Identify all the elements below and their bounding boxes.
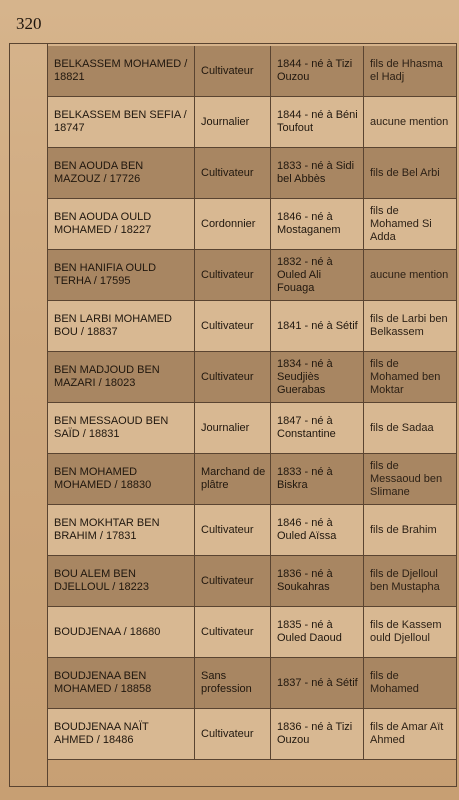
birth-cell: 1832 - né à Ouled Ali Fouaga	[271, 250, 364, 300]
note-cell: fils de Larbi ben Belkassem	[370, 313, 448, 338]
table-row	[48, 403, 456, 454]
note-cell: fils de Brahim	[370, 523, 437, 536]
table-row	[48, 709, 456, 760]
note-cell: fils de Mohamed ben Moktar	[370, 357, 441, 396]
name-cell: BEN LARBI MOHAMED BOU / 18837	[48, 301, 195, 351]
table-rows	[48, 46, 456, 760]
name-cell: BOUDJENAA NAÏT AHMED / 18486	[48, 709, 195, 759]
table-row	[48, 250, 456, 301]
note-cell: fils de Sadaa	[370, 421, 434, 434]
occupation-cell: Cultivateur	[195, 505, 271, 555]
note-cell: fils de Bel Arbi	[370, 166, 440, 179]
note-cell: fils de Hhasma el Hadj	[370, 58, 443, 83]
occupation-cell: Cultivateur	[195, 301, 271, 351]
occupation-cell: Marchand de plâtre	[195, 454, 271, 504]
birth-cell: 1835 - né à Ouled Daoud	[271, 607, 364, 657]
name-cell: BEN MOKHTAR BEN BRAHIM / 17831	[48, 505, 195, 555]
name-cell: BEN MOHAMED MOHAMED / 18830	[48, 454, 195, 504]
name-cell: BOUDJENAA BEN MOHAMED / 18858	[48, 658, 195, 708]
register-table	[9, 43, 457, 787]
table-row	[48, 454, 456, 505]
name-cell: BEN MADJOUD BEN MAZARI / 18023	[48, 352, 195, 402]
birth-cell: 1836 - né à Soukahras	[271, 556, 364, 606]
occupation-cell: Cultivateur	[195, 607, 271, 657]
table-row	[48, 658, 456, 709]
name-cell: BEN MESSAOUD BEN SAÏD / 18831	[48, 403, 195, 453]
note-cell: fils de Kassem ould Djelloul	[370, 619, 442, 644]
table-row	[48, 352, 456, 403]
birth-cell: 1841 - né à Sétif	[271, 301, 364, 351]
name-cell: BEN HANIFIA OULD TERHA / 17595	[48, 250, 195, 300]
occupation-cell: Cultivateur	[195, 250, 271, 300]
note-cell: fils de Mohamed	[370, 670, 419, 695]
table-row	[48, 46, 456, 97]
note-cell: aucune mention	[370, 115, 449, 128]
note-cell: fils de Amar Aït Ahmed	[370, 721, 444, 746]
name-cell: BELKASSEM MOHAMED / 18821	[48, 46, 195, 96]
occupation-cell: Cultivateur	[195, 148, 271, 198]
note-cell: aucune mention	[370, 268, 449, 281]
note-cell: fils de Mohamed Si Adda	[370, 204, 432, 243]
birth-cell: 1837 - né à Sétif	[271, 658, 364, 708]
birth-cell: 1833 - né à Biskra	[271, 454, 364, 504]
occupation-cell: Cultivateur	[195, 709, 271, 759]
page-number: 320	[16, 14, 42, 33]
name-cell: BOUDJENAA / 18680	[48, 607, 195, 657]
name-cell: BEN AOUDA OULD MOHAMED / 18227	[48, 199, 195, 249]
table-row	[48, 301, 456, 352]
table-margin-column	[10, 44, 48, 786]
occupation-cell: Cultivateur	[195, 46, 271, 96]
table-row	[48, 148, 456, 199]
birth-cell: 1836 - né à Tizi Ouzou	[271, 709, 364, 759]
name-cell: BEN AOUDA BEN MAZOUZ / 17726	[48, 148, 195, 198]
birth-cell: 1844 - né à Béni Toufout	[271, 97, 364, 147]
occupation-cell: Journalier	[195, 403, 271, 453]
occupation-cell: Journalier	[195, 97, 271, 147]
occupation-cell: Cordonnier	[195, 199, 271, 249]
birth-cell: 1846 - né à Ouled Aïssa	[271, 505, 364, 555]
birth-cell: 1844 - né à Tizi Ouzou	[271, 46, 364, 96]
table-row	[48, 97, 456, 148]
birth-cell: 1846 - né à Mostaganem	[271, 199, 364, 249]
name-cell: BOU ALEM BEN DJELLOUL / 18223	[48, 556, 195, 606]
note-cell: fils de Djelloul ben Mustapha	[370, 568, 440, 593]
occupation-cell: Cultivateur	[195, 556, 271, 606]
occupation-cell: Sans profession	[195, 658, 271, 708]
occupation-cell: Cultivateur	[195, 352, 271, 402]
table-row	[48, 556, 456, 607]
birth-cell: 1834 - né à Seudjiès Guerabas	[271, 352, 364, 402]
note-cell: fils de Messaoud ben Slimane	[370, 459, 443, 498]
birth-cell: 1833 - né à Sidi bel Abbès	[271, 148, 364, 198]
table-row	[48, 505, 456, 556]
name-cell: BELKASSEM BEN SEFIA / 18747	[48, 97, 195, 147]
birth-cell: 1847 - né à Constantine	[271, 403, 364, 453]
table-row	[48, 199, 456, 250]
table-row	[48, 607, 456, 658]
